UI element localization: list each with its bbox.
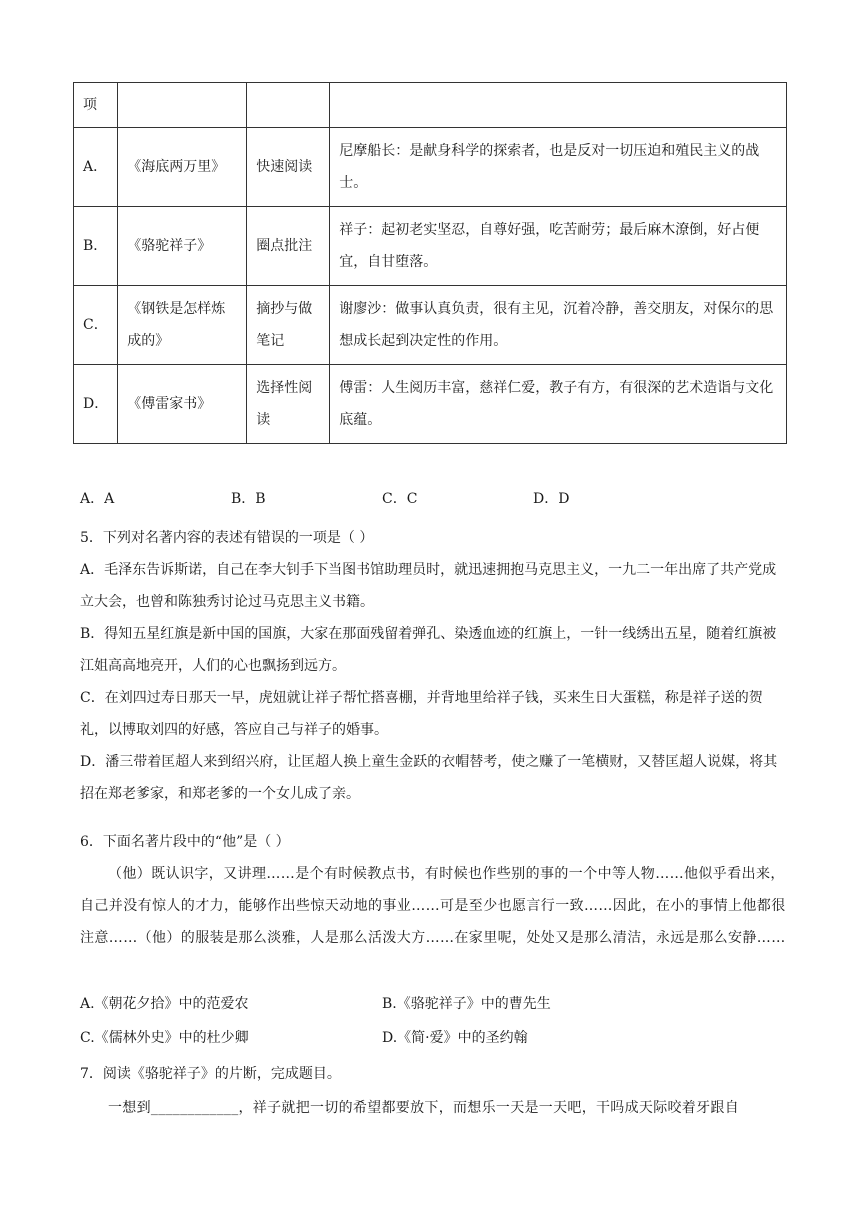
q4-answer-options — [80, 488, 780, 508]
option-letter: B． — [74, 207, 118, 286]
answer-option-c[interactable]: C．在刘四过寿日那天一早，虎妞就让祥子帮忙搭喜棚，并背地里给祥子钱，买来生日大蛋糕，称是祥子送的贺礼，以博取刘四的好感，答应自己与祥子的婚事。 — [80, 690, 763, 738]
book-title: 《海底两万里》 — [118, 128, 247, 207]
question-stem: 6．下面名著片段中的“他”是（ ） — [80, 834, 290, 850]
answer-option-d[interactable]: D.《简·爱》中的圣约翰 — [382, 1030, 528, 1046]
option-letter: D． — [74, 365, 118, 444]
character-description: 尼摩船长：是献身科学的探索者，也是反对一切压迫和殖民主义的战士。 — [330, 128, 787, 207]
question-stem: 7．阅读《骆驼祥子》的片断，完成题目。 — [80, 1066, 341, 1082]
answer-option-b[interactable]: B．B — [231, 491, 266, 507]
question-5 — [80, 522, 786, 810]
reading-method: 快速阅读 — [247, 128, 330, 207]
excerpt-text: （他）既认识字，又讲理……是个有时候教点书，有时候也作些别的事的一个中等人物……他似乎看出来，自己并没有惊人的才力，能够作出些惊天动地的事业……可是至少也愿言行一致……因此，在小的事情上他都很注意……（他）的服装是那么淡雅，人是那么活泼大方……在家里呢，处处又是那么清洁，永远是那么安静…… — [80, 866, 786, 946]
reading-method: 圈点批注 — [247, 207, 330, 286]
answer-option-c[interactable]: C.《儒林外史》中的杜少卿 — [80, 1030, 249, 1046]
answer-option-a[interactable]: A．毛泽东告诉斯诺，自己在李大钊手下当图书馆助理员时，就迅速拥抱马克思主义，一九二一年出席了共产党成立大会，也曾和陈独秀讨论过马克思主义书籍。 — [80, 562, 777, 610]
option-letter: A． — [74, 128, 118, 207]
answer-option-b[interactable]: B.《骆驼祥子》中的曹先生 — [382, 996, 551, 1012]
answer-option-b[interactable]: B．得知五星红旗是新中国的国旗，大家在那面残留着弹孔、染透血迹的红旗上，一针一线绣出五星，随着红旗被江姐高高地亮开，人们的心也飘扬到远方。 — [80, 626, 777, 674]
character-description: 谢廖沙：做事认真负责，很有主见，沉着冷静，善交朋友，对保尔的思想成长起到决定性的作用。 — [330, 286, 787, 365]
excerpt-text: 一想到____________，祥子就把一切的希望都要放下，而想乐一天是一天吧，干吗成天际咬着牙跟自 — [108, 1100, 739, 1116]
answer-option-d[interactable]: D．D — [533, 491, 570, 507]
table-header-cell — [330, 83, 787, 128]
option-letter: C． — [74, 286, 118, 365]
reading-method: 摘抄与做笔记 — [247, 286, 330, 365]
table-row — [74, 286, 787, 365]
answer-option-d[interactable]: D．潘三带着匡超人来到绍兴府，让匡超人换上童生金跃的衣帽替考，使之赚了一笔横财，又替匡超人说媒，将其招在郑老爹家，和郑老爹的一个女儿成了亲。 — [80, 754, 778, 802]
passage-excerpt — [80, 1092, 786, 1124]
table-row — [74, 365, 787, 444]
character-description: 祥子：起初老实坚忍，自尊好强，吃苦耐劳；最后麻木潦倒，好占便宜，自甘堕落。 — [330, 207, 787, 286]
book-title: 《钢铁是怎样炼成的》 — [118, 286, 247, 365]
reading-methods-table — [73, 82, 787, 444]
character-description: 傅雷：人生阅历丰富，慈祥仁爱，教子有方，有很深的艺术造诣与文化底蕴。 — [330, 365, 787, 444]
book-title: 《骆驼祥子》 — [118, 207, 247, 286]
passage-excerpt — [80, 858, 786, 954]
table-header-cell — [247, 83, 330, 128]
book-title: 《傅雷家书》 — [118, 365, 247, 444]
table-header-row — [74, 83, 787, 128]
table-header-cell: 项 — [74, 83, 118, 128]
answer-option-a[interactable]: A．A — [80, 491, 115, 507]
answer-option-c[interactable]: C．C — [382, 491, 418, 507]
table-row — [74, 207, 787, 286]
answer-option-a[interactable]: A.《朝花夕拾》中的范爱农 — [80, 996, 249, 1012]
table-header-cell — [118, 83, 247, 128]
question-stem: 5．下列对名著内容的表述有错误的一项是（ ） — [80, 530, 374, 546]
reading-method: 选择性阅读 — [247, 365, 330, 444]
table-row — [74, 128, 787, 207]
